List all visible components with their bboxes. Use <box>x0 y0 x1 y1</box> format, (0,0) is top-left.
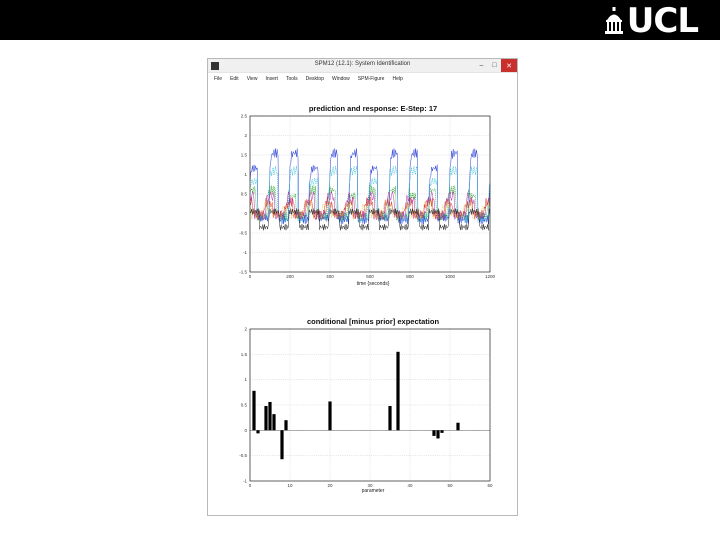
window-title: SPM12 (12.1): System Identification <box>314 61 411 67</box>
ax2-y-tick-label: 0.5 <box>240 402 247 408</box>
ax2-y-tick-label: -1 <box>242 478 247 484</box>
ax1-x-tick-label: 800 <box>406 274 414 279</box>
ax1-y-tick-label: -0.5 <box>239 230 247 236</box>
bar <box>456 423 459 431</box>
top-chart-y-ticks <box>239 114 247 275</box>
menu-tools[interactable]: Tools <box>285 76 298 82</box>
window-titlebar[interactable] <box>208 59 517 73</box>
ax1-y-tick-label: 2 <box>244 133 247 138</box>
ax1-y-tick-label: 0.5 <box>240 191 247 197</box>
menu-insert[interactable]: Insert <box>265 76 278 82</box>
ax1-y-tick-label: 0 <box>244 211 247 216</box>
ax2-x-tick-label: 40 <box>407 483 413 488</box>
ax2-y-tick-label: 2 <box>244 326 247 332</box>
ax2-y-tick-label: 1 <box>244 377 247 383</box>
spm-figure-window <box>207 58 518 516</box>
conditional-expectation-axes <box>239 317 493 494</box>
figure-svg <box>208 85 517 515</box>
menu-spm-figure[interactable]: SPM-Figure <box>357 76 385 82</box>
bar <box>396 352 399 431</box>
bar <box>284 420 287 430</box>
ax2-y-tick-label: 1.5 <box>240 351 247 357</box>
ucl-portico-icon <box>603 6 625 36</box>
ucl-logo-text: UCL <box>626 1 698 41</box>
ax1-x-tick-label: 600 <box>366 274 374 279</box>
ax1-y-tick-label: 2.5 <box>240 113 247 119</box>
menu-help[interactable]: Help <box>392 76 403 82</box>
bar <box>440 430 443 433</box>
ax1-x-tick-label: 0 <box>248 274 252 279</box>
bar <box>268 402 271 430</box>
bottom-chart-x-label: parameter <box>361 488 385 494</box>
ax2-y-tick-label: -0.5 <box>239 453 247 459</box>
prediction-response-axes <box>239 104 495 287</box>
menu-window[interactable]: Window <box>331 76 350 82</box>
ax2-x-tick-label: 30 <box>367 483 373 488</box>
bar <box>328 401 331 430</box>
ax1-y-tick-label: 1.5 <box>240 152 247 158</box>
ax2-x-tick-label: 10 <box>287 483 293 488</box>
bar <box>252 391 255 431</box>
top-banner <box>0 0 720 40</box>
prediction-response-title: prediction and response: E-Step: 17 <box>308 104 438 113</box>
bar <box>280 430 283 459</box>
top-chart-x-ticks <box>249 274 496 279</box>
bottom-chart-y-ticks <box>239 327 247 484</box>
bar <box>388 406 391 430</box>
bottom-chart-bars <box>250 352 490 459</box>
figure-canvas <box>208 85 517 515</box>
menu-file[interactable]: File <box>214 76 223 82</box>
ax2-x-tick-label: 0 <box>248 483 252 488</box>
ax1-y-tick-label: -1.5 <box>239 269 247 275</box>
bottom-chart-grid <box>250 329 490 481</box>
window-controls <box>475 59 517 72</box>
ax1-x-tick-label: 1200 <box>484 274 496 279</box>
menu-view[interactable]: View <box>246 76 258 82</box>
ax1-y-tick-label: -1 <box>242 250 247 255</box>
maximize-button[interactable]: □ <box>492 62 497 69</box>
menu-edit[interactable]: Edit <box>230 76 239 82</box>
ax1-x-tick-label: 1000 <box>444 274 456 279</box>
conditional-expectation-title: conditional [minus prior] expectation <box>306 317 440 326</box>
ax2-y-tick-label: 0 <box>244 427 247 433</box>
bar <box>256 430 259 433</box>
minimize-button[interactable]: – <box>479 62 484 69</box>
menu-desktop[interactable]: Desktop <box>305 76 324 82</box>
menubar <box>208 74 517 84</box>
bar <box>432 430 435 436</box>
ax1-x-tick-label: 200 <box>286 274 294 279</box>
ax1-x-tick-label: 400 <box>326 274 334 279</box>
bar <box>436 430 439 438</box>
top-chart-x-label: time {seconds} <box>356 281 390 287</box>
ax2-x-tick-label: 60 <box>487 483 493 488</box>
bar <box>272 414 275 430</box>
ax1-y-tick-label: 1 <box>244 172 247 177</box>
close-button[interactable]: ✕ <box>501 59 517 72</box>
ax2-x-tick-label: 50 <box>447 483 453 488</box>
ucl-logo <box>603 1 698 41</box>
ax2-x-tick-label: 20 <box>327 483 333 488</box>
bar <box>264 406 267 430</box>
